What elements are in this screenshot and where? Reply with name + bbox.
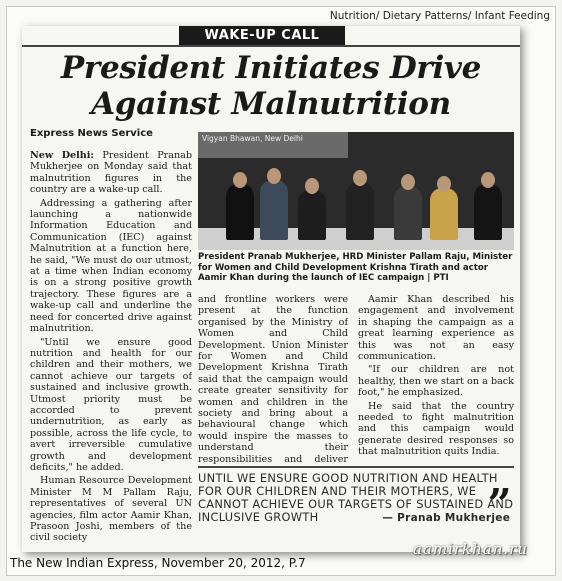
person — [394, 186, 422, 240]
pull-quote — [198, 466, 514, 529]
photo-banner: Vigyan Bhawan, New Delhi — [198, 132, 348, 158]
kicker: WAKE-UP CALL — [179, 26, 345, 45]
person-head — [305, 178, 319, 194]
paragraph: He said that the country needed to fight malnutrition and this campaign would generate desired responses so that malnutrition quits India. — [358, 400, 514, 458]
person-head — [481, 172, 495, 188]
kicker-rule — [22, 45, 520, 47]
paragraph: "Until we ensure good nutrition and health for our children and their mothers, we cannot achieve our targets of sustained and inclusive growth. Utmost priority must be accorded to prevent undernutrition, as early as possible, across the life cycle, to avert irreversible cumulative growth and development deficits," he added. — [30, 336, 192, 473]
person-head — [401, 174, 415, 190]
paragraph: and frontline workers were present at the function organised by the Ministry of Women and Child Development. Union Minister for Women and Child Development Krishna Tirath said that the campaign would create greater sensitivity for women and children in the society and bring about a behavioural change which would inspire the masses to understand their responsibilities and deliver — [198, 294, 348, 464]
person-head — [267, 168, 281, 184]
article-column-2 — [198, 294, 348, 464]
watermark: aamirkhan.ru — [412, 540, 528, 558]
article-column-1 — [30, 150, 192, 550]
pull-quote-author: — Pranab Mukherjee — [382, 512, 511, 524]
person-head — [233, 172, 247, 188]
person — [226, 184, 254, 240]
quote-mark-icon: ” — [487, 480, 512, 529]
person — [346, 182, 374, 240]
person — [430, 188, 458, 240]
paragraph: Aamir Khan described his engagement and involvement in shaping the campaign as a great learning experience as this was not an easy communication. — [358, 294, 514, 363]
byline: Express News Service — [30, 128, 153, 139]
article-column-3 — [358, 294, 514, 464]
person — [474, 184, 502, 240]
dateline: New Delhi: — [30, 150, 94, 161]
paragraph: New Delhi: President Pranab Mukherjee on Monday said that malnutrition figures in the country are a wake-up call. — [30, 150, 192, 196]
paragraph: Human Resource Development Minister M M Pallam Raju, representatives of several UN agencies, film actor Aamir Khan, Prasoon Joshi, members of the civil society — [30, 475, 192, 544]
person — [298, 190, 326, 240]
person — [260, 180, 288, 240]
source-line: The New Indian Express, November 20, 2012, P.7 — [10, 556, 306, 570]
photo-caption: President Pranab Mukherjee, HRD Minister Pallam Raju, Minister for Women and Child Development Krishna Tirath and actor Aamir Khan during the launch of IEC campaign | PTI — [198, 252, 513, 283]
event-photo — [198, 132, 514, 250]
person-head — [353, 170, 367, 186]
topic-label: Nutrition/ Dietary Patterns/ Infant Feeding — [329, 10, 550, 22]
pull-quote-text: UNTIL WE ENSURE GOOD NUTRITION AND HEALTH FOR OUR CHILDREN AND THEIR MOTHERS, WE CANNOT ACHIEVE OUR TARGETS OF SUSTAINED AND INCLUSIVE GROWTH — [198, 471, 514, 524]
paragraph: "If our children are not healthy, then we start on a back foot," he emphasized. — [358, 364, 514, 399]
person-head — [437, 176, 451, 192]
headline: President Initiates Drive Against Malnutrition — [60, 50, 482, 122]
newspaper-clipping — [22, 26, 520, 552]
paragraph: Addressing a gathering after launching a nationwide Information Education and Communication (IEC) against Malnutrition at a function here, he said, "We must do our utmost, at a time when Indian economy is on a strong positive growth trajectory. These figures are a wake-up call and underline the need for concerted drive against malnutrition. — [30, 197, 192, 335]
